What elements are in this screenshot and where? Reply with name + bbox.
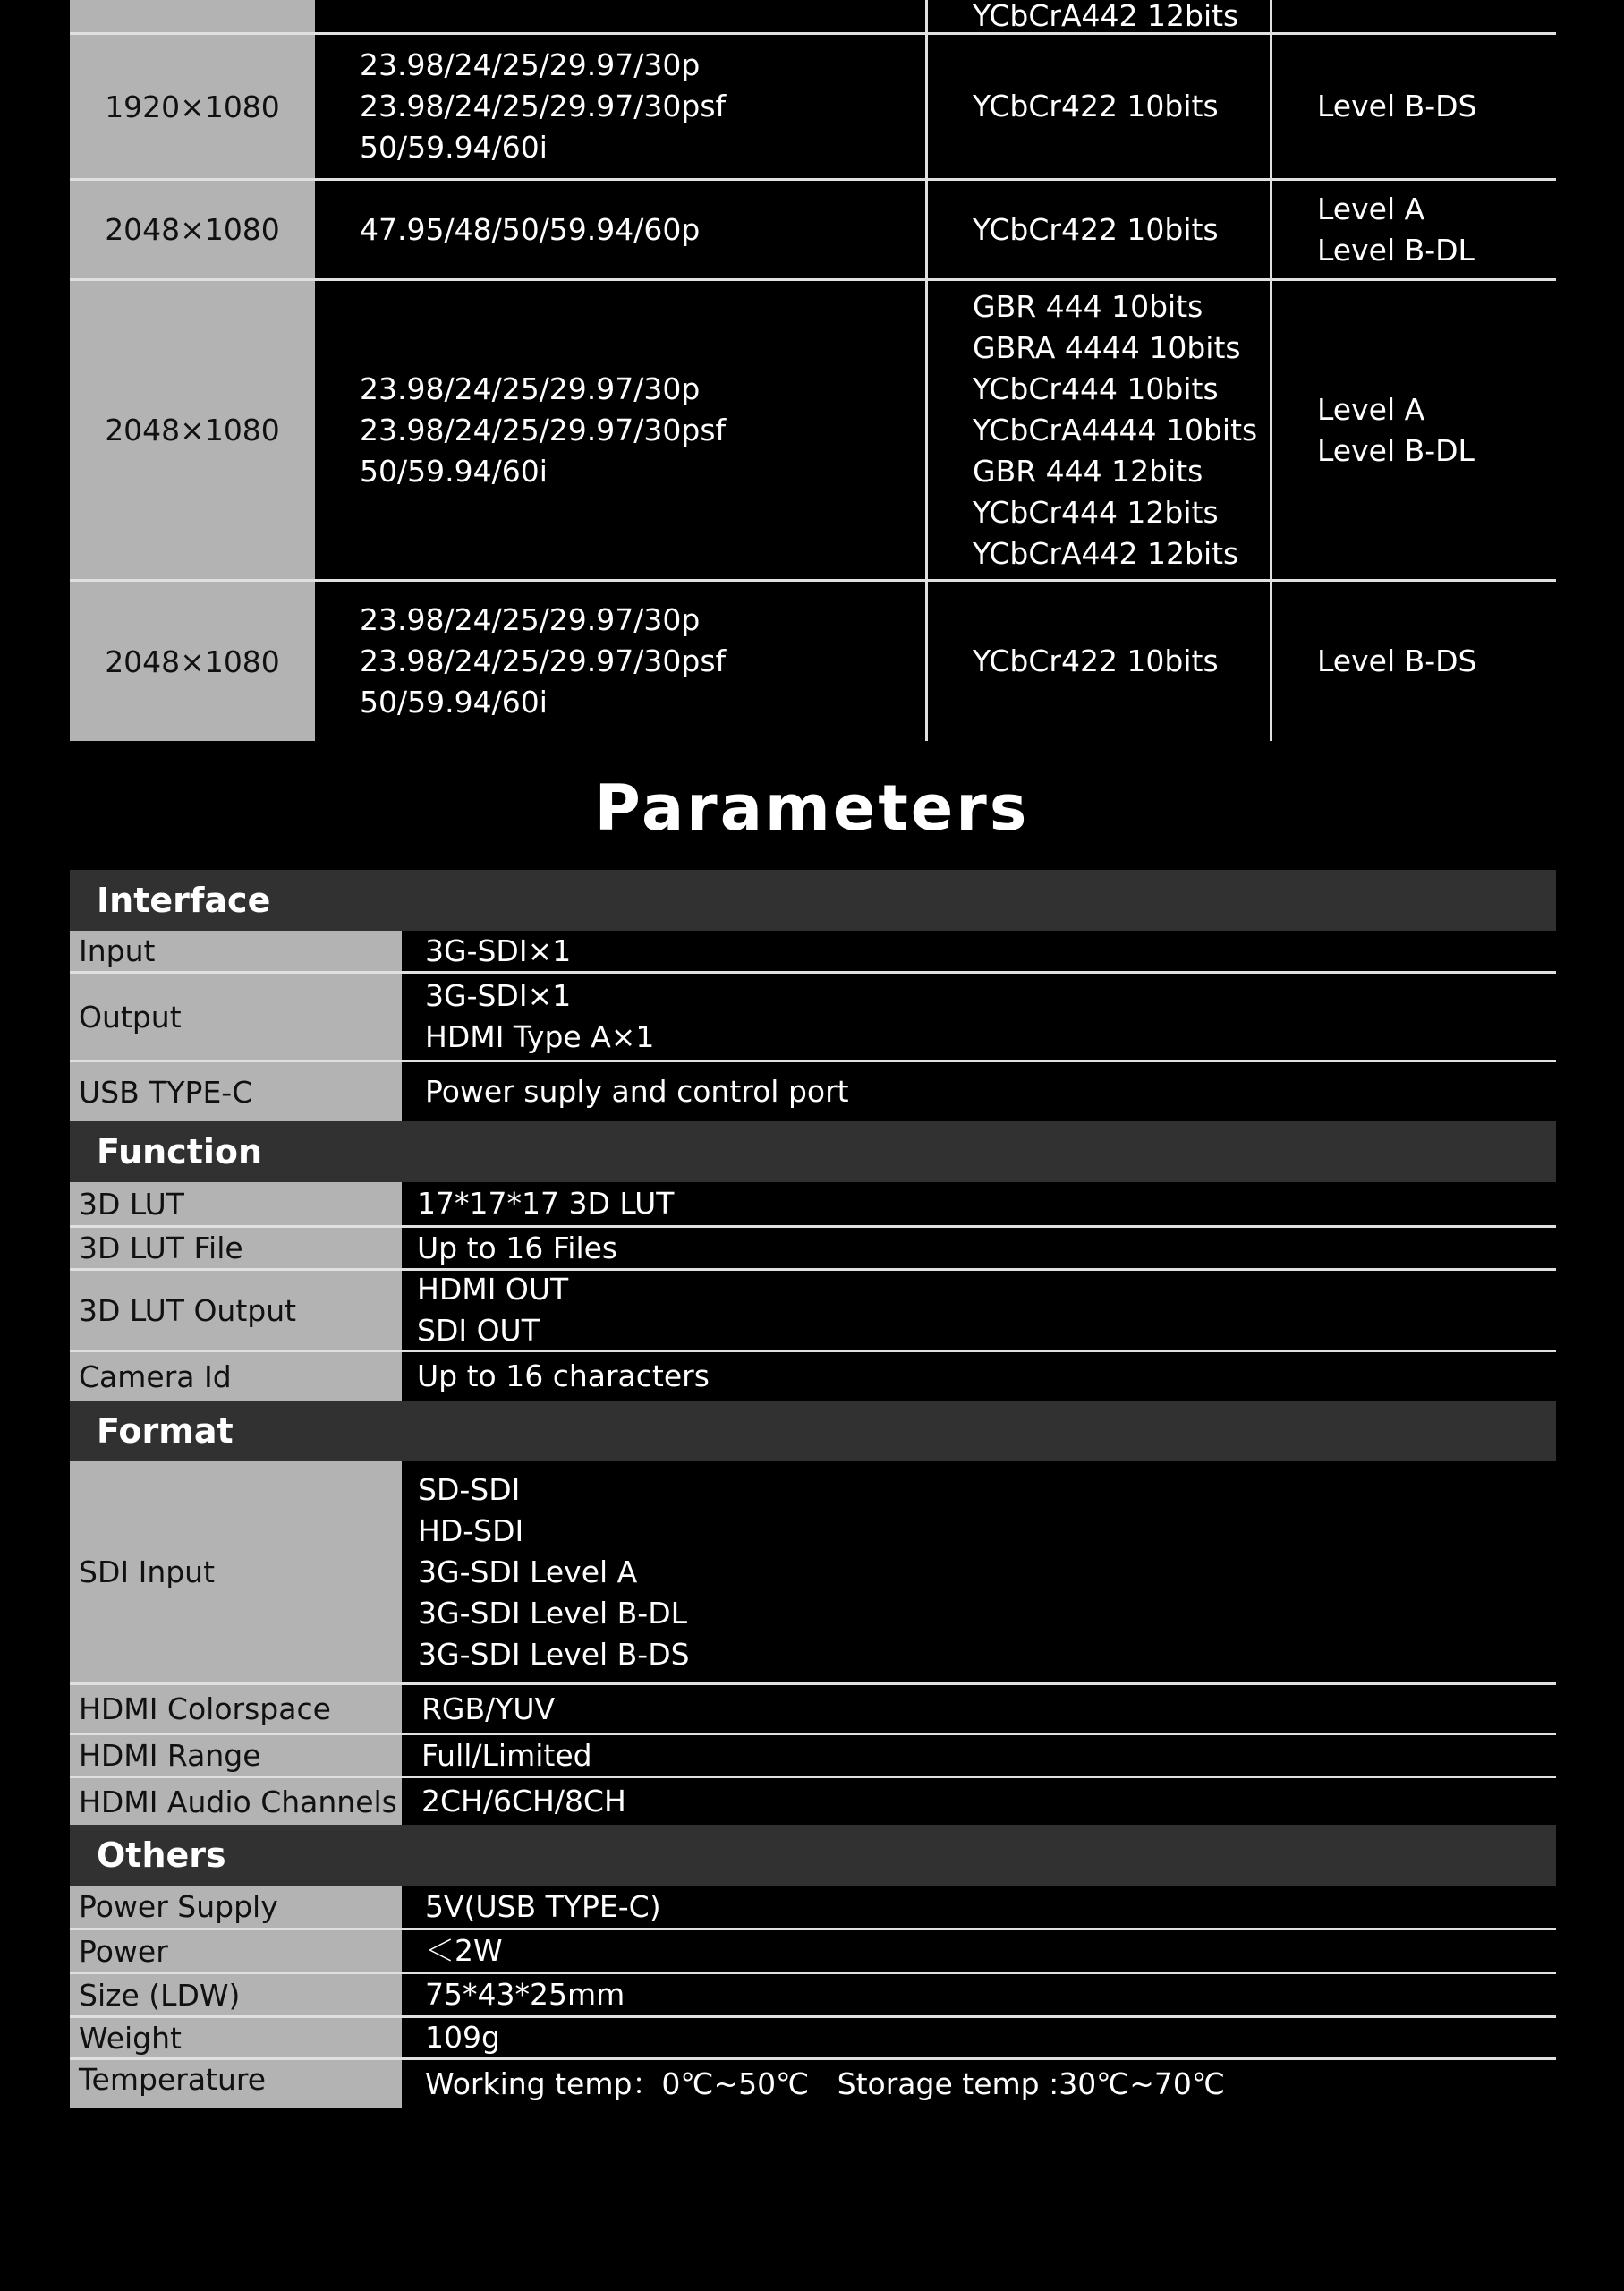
level-line: Level B-DL (1317, 432, 1475, 468)
level-cell (1272, 582, 1556, 741)
format-row (70, 281, 1556, 582)
param-value (402, 1182, 1556, 1225)
param-value-line: 3G-SDI Level B-DS (418, 1636, 690, 1672)
param-label: 3D LUT File (70, 1228, 402, 1268)
resolution-cell: 1920×1080 (70, 35, 315, 178)
sampling-cell (925, 582, 1272, 741)
sampling-line: YCbCr422 10bits (973, 211, 1219, 247)
param-value-line: Full/Limited (421, 1737, 592, 1773)
param-value-line: ＜2W (425, 1933, 503, 1968)
rate-cell (315, 35, 925, 178)
resolution-cell: 2048×1080 (70, 281, 315, 579)
param-value (402, 1778, 1556, 1825)
param-value (402, 1352, 1556, 1401)
param-value-line: SDI OUT (417, 1313, 540, 1348)
param-value (402, 1461, 1556, 1682)
section-heading-function: Function (70, 1121, 1556, 1182)
level-cell (1272, 281, 1556, 579)
param-value (402, 1271, 1556, 1350)
sampling-line: YCbCrA4444 10bits (973, 412, 1258, 447)
param-value-line: 3G-SDI Level A (418, 1554, 638, 1589)
level-cell (1272, 35, 1556, 178)
format-level-cell (1272, 0, 1556, 32)
param-label: HDMI Range (70, 1735, 402, 1776)
param-row (70, 1182, 1556, 1228)
format-row (70, 181, 1556, 281)
param-value-line: 109g (425, 2020, 500, 2055)
section-heading-format: Format (70, 1401, 1556, 1461)
param-row (70, 931, 1556, 974)
param-value-line: Power suply and control port (425, 1074, 849, 1109)
sampling-line: YCbCr444 12bits (973, 494, 1219, 530)
rate-line: 23.98/24/25/29.97/30psf (360, 643, 727, 678)
param-row (70, 1228, 1556, 1271)
param-value (402, 1930, 1556, 1972)
param-label: 3D LUT Output (70, 1271, 402, 1350)
section-heading-interface: Interface (70, 870, 1556, 931)
param-value-line: RGB/YUV (421, 1691, 556, 1726)
level-line: Level A (1317, 191, 1425, 226)
rate-line: 50/59.94/60i (360, 685, 548, 720)
level-line: Level B-DL (1317, 232, 1475, 268)
param-value-line: SD-SDI (418, 1471, 521, 1507)
param-value-line: 17*17*17 3D LUT (417, 1186, 675, 1221)
param-label: Weight (70, 2018, 402, 2057)
param-row (70, 2018, 1556, 2060)
param-value-line: Working temp：0℃~50℃ Storage temp :30℃~70℃ (425, 2065, 1225, 2101)
format-row (70, 35, 1556, 181)
param-value-line: 3G-SDI Level B-DL (418, 1595, 687, 1631)
sampling-cell (925, 281, 1272, 579)
param-value-line: 5V(USB TYPE-C) (425, 1888, 661, 1924)
sampling-line: YCbCr422 10bits (973, 643, 1219, 678)
param-value (402, 1685, 1556, 1733)
param-label: HDMI Audio Channels (70, 1778, 402, 1825)
param-value (402, 1062, 1556, 1121)
parameters-table (70, 870, 1556, 2108)
rate-cell (315, 181, 925, 278)
rate-cell (315, 281, 925, 579)
page-title: Parameters (594, 771, 1030, 845)
param-row (70, 1352, 1556, 1401)
sampling-line: GBRA 4444 10bits (973, 329, 1241, 365)
param-label: Camera Id (70, 1352, 402, 1401)
param-value-line: HDMI OUT (417, 1272, 569, 1307)
param-label: USB TYPE-C (70, 1062, 402, 1121)
format-rate-cell (315, 0, 925, 32)
rate-line: 50/59.94/60i (360, 130, 548, 165)
param-label: HDMI Colorspace (70, 1685, 402, 1733)
param-label: Power Supply (70, 1886, 402, 1928)
param-label: Power (70, 1930, 402, 1972)
param-label: Output (70, 974, 402, 1060)
sampling-cell (925, 181, 1272, 278)
param-value (402, 974, 1556, 1060)
param-value (402, 1735, 1556, 1776)
param-value-line: Up to 16 Files (417, 1230, 618, 1265)
param-row (70, 1735, 1556, 1778)
param-value-line: HDMI Type A×1 (425, 1019, 655, 1054)
param-value-line: 2CH/6CH/8CH (421, 1784, 626, 1818)
format-row (70, 582, 1556, 741)
rate-cell (315, 582, 925, 741)
level-line: Level B-DS (1317, 643, 1477, 678)
param-row (70, 1930, 1556, 1974)
rate-line: 47.95/48/50/59.94/60p (360, 211, 701, 247)
param-row (70, 974, 1556, 1062)
format-table (70, 0, 1556, 741)
param-row (70, 1062, 1556, 1121)
sampling-cell (925, 35, 1272, 178)
param-value-line: Up to 16 characters (417, 1358, 710, 1393)
format-row-partial (70, 0, 1556, 35)
param-value (402, 2018, 1556, 2057)
param-value-line: HD-SDI (418, 1512, 524, 1548)
param-value (402, 2060, 1556, 2108)
param-row (70, 1886, 1556, 1930)
param-value (402, 1228, 1556, 1268)
rate-line: 23.98/24/25/29.97/30psf (360, 412, 727, 447)
level-line: Level A (1317, 391, 1425, 427)
param-value-line: 3G-SDI×1 (425, 978, 572, 1013)
param-row (70, 1778, 1556, 1825)
sampling-line: YCbCr422 10bits (973, 89, 1219, 123)
param-row (70, 1271, 1556, 1352)
section-heading-others: Others (70, 1825, 1556, 1886)
sampling-line: YCbCrA442 12bits (973, 0, 1239, 33)
param-value-line: 3G-SDI×1 (425, 933, 572, 968)
rate-line: 50/59.94/60i (360, 453, 548, 489)
param-row (70, 1974, 1556, 2018)
sampling-line: YCbCr444 10bits (973, 370, 1219, 406)
sampling-line: GBR 444 12bits (973, 453, 1203, 489)
level-line: Level B-DS (1317, 89, 1477, 123)
resolution-cell: 2048×1080 (70, 181, 315, 278)
param-value (402, 1974, 1556, 2015)
resolution-cell: 2048×1080 (70, 582, 315, 741)
sampling-line: GBR 444 10bits (973, 288, 1203, 324)
rate-line: 23.98/24/25/29.97/30p (360, 47, 701, 82)
format-resolution-cell (70, 0, 315, 32)
level-cell (1272, 181, 1556, 278)
param-label: SDI Input (70, 1461, 402, 1682)
param-label: Temperature (70, 2060, 402, 2108)
param-value-line: 75*43*25mm (425, 1977, 625, 2012)
format-sampling-cell (925, 0, 1272, 32)
rate-line: 23.98/24/25/29.97/30p (360, 602, 701, 637)
rate-line: 23.98/24/25/29.97/30p (360, 370, 701, 406)
param-row (70, 2060, 1556, 2108)
param-row (70, 1685, 1556, 1735)
param-label: 3D LUT (70, 1182, 402, 1225)
param-label: Input (70, 931, 402, 971)
param-value (402, 1886, 1556, 1928)
rate-line: 23.98/24/25/29.97/30psf (360, 89, 727, 123)
param-value (402, 931, 1556, 971)
param-label: Size (LDW) (70, 1974, 402, 2015)
sampling-line: YCbCrA442 12bits (973, 535, 1239, 571)
param-row (70, 1461, 1556, 1685)
